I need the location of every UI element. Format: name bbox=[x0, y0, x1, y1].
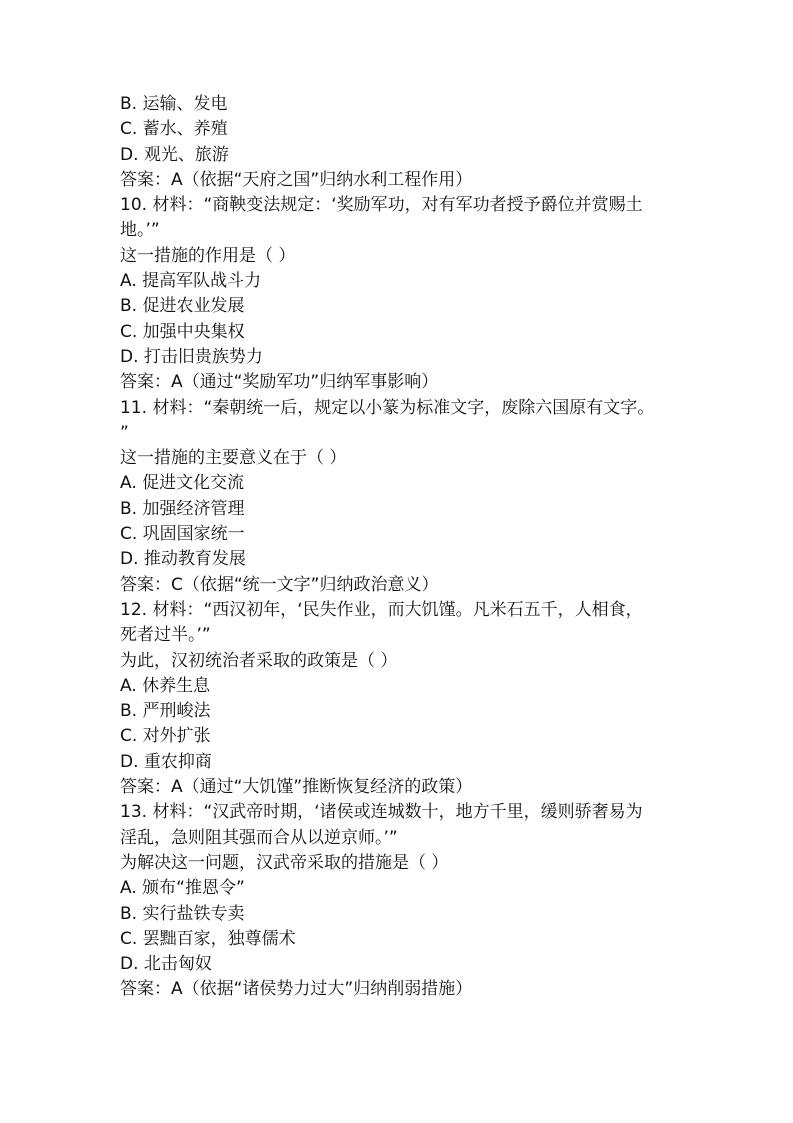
answer-q12: 答案：A（通过“大饥馑”推断恢复经济的政策） bbox=[120, 777, 473, 798]
question-10-stem: 这一措施的作用是（ ） bbox=[120, 245, 296, 266]
option-d-q10: D. 打击旧贵族势力 bbox=[120, 346, 263, 367]
option-b-q10: B. 促进农业发展 bbox=[120, 296, 245, 317]
question-12-stem: 为此，汉初统治者采取的政策是（ ） bbox=[120, 650, 398, 671]
answer-q9: 答案：A（依据“天府之国”归纳水利工程作用） bbox=[120, 169, 473, 190]
option-c-q12: C. 对外扩张 bbox=[120, 726, 211, 747]
question-11-material-line1: 11. 材料：“秦朝统一后，规定以小篆为标准文字，废除六国原有文字。 bbox=[120, 397, 655, 418]
answer-q11: 答案：C（依据“统一文字”归纳政治意义） bbox=[120, 574, 439, 595]
option-c-q10: C. 加强中央集权 bbox=[120, 321, 245, 342]
question-13-material-line2: 淫乱，急则阻其强而合从以逆京师。’” bbox=[120, 827, 398, 848]
option-c-q13: C. 罢黜百家，独尊儒术 bbox=[120, 928, 296, 949]
option-b-q13: B. 实行盐铁专卖 bbox=[120, 903, 245, 924]
question-11-material-line2: ” bbox=[120, 422, 129, 443]
option-a-q12: A. 休养生息 bbox=[120, 675, 211, 696]
option-b-q9: B. 运输、发电 bbox=[120, 94, 228, 114]
question-13-stem: 为解决这一问题，汉武帝采取的措施是（ ） bbox=[120, 852, 449, 873]
answer-q13: 答案：A（依据“诸侯势力过大”归纳削弱措施） bbox=[120, 979, 473, 1000]
option-d-q9: D. 观光、旅游 bbox=[120, 144, 229, 165]
question-10-material-line2: 地。’” bbox=[120, 220, 160, 241]
option-a-q10: A. 提高军队战斗力 bbox=[120, 271, 262, 292]
question-12-material-line2: 死者过半。’” bbox=[120, 625, 211, 646]
option-a-q11: A. 促进文化交流 bbox=[120, 473, 245, 494]
question-11-stem: 这一措施的主要意义在于（ ） bbox=[120, 448, 347, 469]
question-13-material-line1: 13. 材料：“汉武帝时期，‘诸侯或连城数十，地方千里，缓则骄奢易为 bbox=[120, 802, 643, 823]
option-a-q13: A. 颁布“推恩令” bbox=[120, 878, 245, 899]
option-d-q12: D. 重农抑商 bbox=[120, 751, 212, 772]
option-d-q13: D. 北击匈奴 bbox=[120, 954, 212, 975]
option-c-q11: C. 巩固国家统一 bbox=[120, 524, 245, 545]
answer-q10: 答案：A（通过“奖励军功”归纳军事影响） bbox=[120, 372, 439, 393]
document-page bbox=[120, 92, 680, 1003]
question-12-material-line1: 12. 材料：“西汉初年，‘民失作业，而大饥馑。凡米石五千，人相食， bbox=[120, 599, 643, 620]
option-b-q11: B. 加强经济管理 bbox=[120, 498, 245, 519]
question-10-material-line1: 10. 材料：“商鞅变法规定：‘奖励军功，对有军功者授予爵位并赏赐土 bbox=[120, 195, 643, 216]
option-d-q11: D. 推动教育发展 bbox=[120, 549, 246, 570]
option-c-q9: C. 蓄水、养殖 bbox=[120, 119, 228, 140]
option-b-q12: B. 严刑峻法 bbox=[120, 701, 211, 722]
